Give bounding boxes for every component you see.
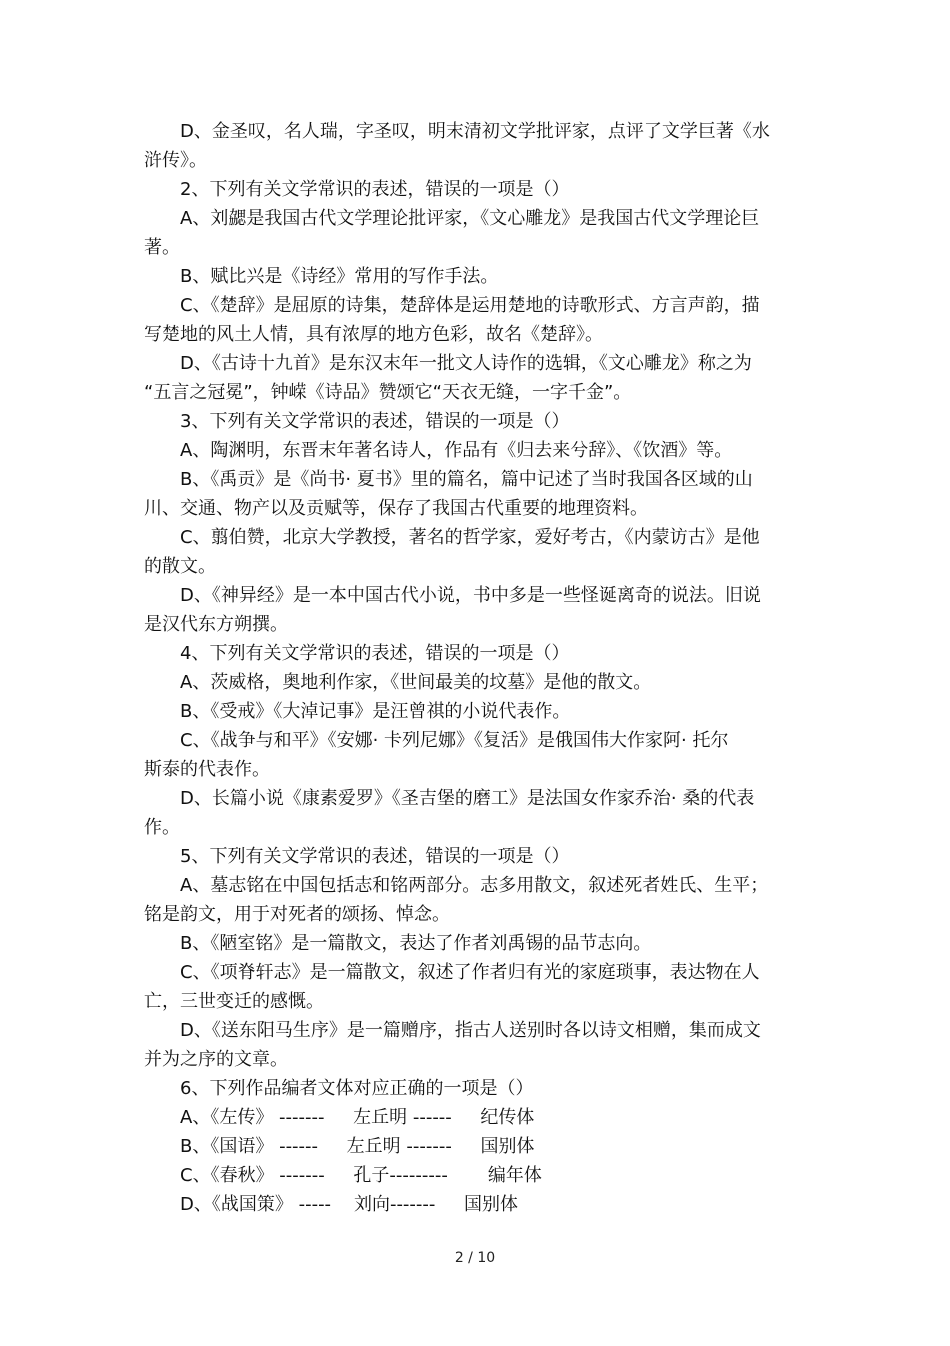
page-body	[144, 117, 770, 1219]
option-line: B、《陋室铭》是一篇散文，表达了作者刘禹锡的品节志向。	[180, 933, 652, 954]
question-heading: 6、下列作品编者文体对应正确的一项是（）	[180, 1078, 534, 1099]
option-line: D、《神异经》是一本中国古代小说，书中多是一些怪诞离奇的说法。旧说	[180, 585, 761, 606]
option-line: C、《春秋》 ------- 孔子--------- 编年体	[180, 1165, 542, 1186]
option-line: B、《禹贡》是《尚书· 夏书》里的篇名，篇中记述了当时我国各区域的山	[180, 469, 753, 490]
option-line: B、《受戒》《大淖记事》是汪曾祺的小说代表作。	[180, 701, 571, 722]
option-line: C、《战争与和平》《安娜· 卡列尼娜》《复活》是俄国伟大作家阿· 托尔	[180, 730, 729, 751]
option-line: A、陶渊明，东晋末年著名诗人，作品有《归去来兮辞》、《饮酒》等。	[180, 440, 733, 461]
question-heading: 2、下列有关文学常识的表述，错误的一项是（）	[180, 179, 570, 200]
question-heading: 4、下列有关文学常识的表述，错误的一项是（）	[180, 643, 570, 664]
text-line: “五言之冠冕”，钟嵘《诗品》赞颂它“天衣无缝，一字千金”。	[144, 382, 632, 403]
text-line: 铭是韵文，用于对死者的颂扬、悼念。	[144, 904, 450, 925]
text-line: 著。	[144, 237, 180, 258]
option-line: A、刘勰是我国古代文学理论批评家，《文心雕龙》是我国古代文学理论巨	[180, 208, 760, 229]
text-line: 的散文。	[144, 556, 216, 577]
text-line: D、金圣叹，名人瑞，字圣叹，明末清初文学批评家，点评了文学巨著《水	[180, 121, 770, 142]
question-heading: 3、下列有关文学常识的表述，错误的一项是（）	[180, 411, 570, 432]
option-line: C、《项脊轩志》是一篇散文，叙述了作者归有光的家庭琐事，表达物在人	[180, 962, 760, 983]
text-line: 川、交通、物产以及贡赋等，保存了我国古代重要的地理资料。	[144, 498, 648, 519]
text-line: 浒传》。	[144, 150, 207, 171]
option-line: D、《古诗十九首》是东汉末年一批文人诗作的选辑，《文心雕龙》称之为	[180, 353, 752, 374]
option-line: A、茨威格，奥地利作家，《世间最美的坟墓》是他的散文。	[180, 672, 652, 693]
option-line: C、翦伯赞，北京大学教授，著名的哲学家，爱好考古，《内蒙访古》是他	[180, 527, 760, 548]
option-line: D、《送东阳马生序》是一篇赠序，指古人送别时各以诗文相赠，集而成文	[180, 1020, 761, 1041]
option-line: D、《战国策》 ----- 刘向------- 国别体	[180, 1194, 519, 1215]
text-line: 写楚地的风土人情，具有浓厚的地方色彩，故名《楚辞》。	[144, 324, 603, 345]
text-line: 并为之序的文章。	[144, 1049, 288, 1070]
option-line: B、赋比兴是《诗经》常用的写作手法。	[180, 266, 499, 287]
option-line: A、《左传》 ------- 左丘明 ------ 纪传体	[180, 1107, 535, 1128]
option-line: B、《国语》 ------ 左丘明 ------- 国别体	[180, 1136, 535, 1157]
question-heading: 5、下列有关文学常识的表述，错误的一项是（）	[180, 846, 570, 867]
page-number: 2 / 10	[454, 1250, 496, 1266]
text-line: 是汉代东方朔撰。	[144, 614, 288, 635]
text-line: 斯泰的代表作。	[144, 759, 270, 780]
option-line: A、墓志铭在中国包括志和铭两部分。志多用散文，叙述死者姓氏、生平；	[180, 875, 769, 896]
text-line: 作。	[144, 817, 180, 838]
option-line: D、长篇小说《康素爱罗》《圣吉堡的磨工》是法国女作家乔治· 桑的代表	[180, 788, 755, 809]
option-line: C、《楚辞》是屈原的诗集，楚辞体是运用楚地的诗歌形式、方言声韵，描	[180, 295, 760, 316]
text-line: 亡，三世变迁的感慨。	[144, 991, 324, 1012]
